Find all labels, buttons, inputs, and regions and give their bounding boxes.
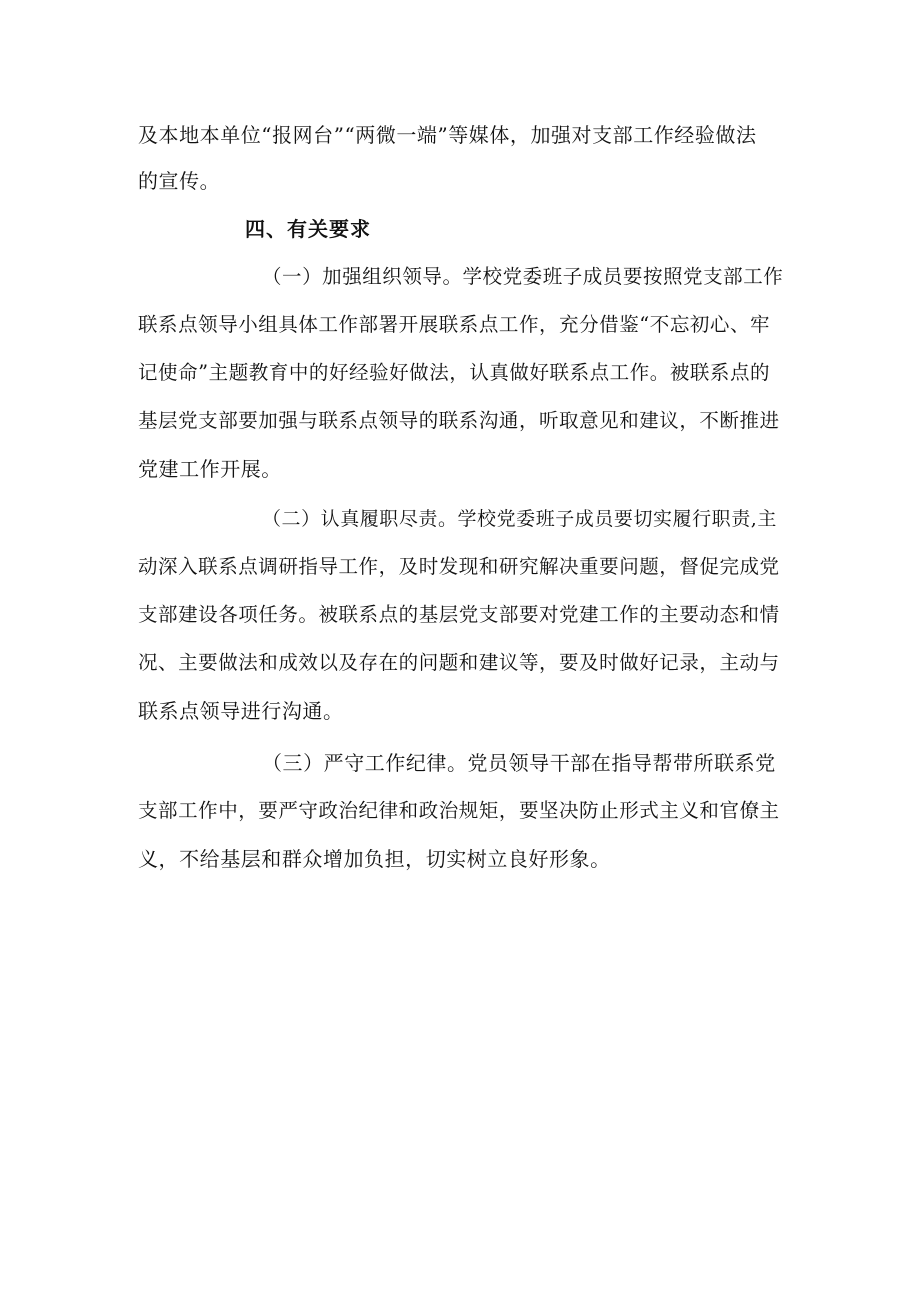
para1-line-1: （一）加强组织领导。学校党委班子成员要按照党支部工作 (262, 265, 784, 288)
para2-line-2: 动深入联系点调研指导工作，及时发现和研究解决重要问题，督促完成党 (138, 555, 780, 578)
para1-line-5: 党建工作开展。 (138, 457, 282, 481)
para1-line-4: 基层党支部要加强与联系点领导的联系沟通，听取意见和建议，不断推进 (138, 409, 780, 432)
section-heading: 四、有关要求 (245, 217, 371, 241)
para3-line-2: 支部工作中，要严守政治纪律和政治规矩，要坚决防止形式主义和官僚主 (138, 799, 780, 822)
para1-line-2: 联系点领导小组具体工作部署开展联系点工作，充分借鉴“不忘初心、牢 (138, 313, 771, 336)
para3-line-3: 义，不给基层和群众增加负担，切实树立良好形象。 (138, 847, 611, 871)
para2-line-4: 况、主要做法和成效以及存在的问题和建议等，要及时做好记录，主动与 (138, 651, 780, 674)
intro-line-1: 及本地本单位“报网台”“两微一端”等媒体，加强对支部工作经验做法 (138, 123, 757, 147)
para2-line-1: （二）认真履职尽责。学校党委班子成员要切实履行职责,主 (262, 508, 777, 530)
para1-line-3: 记使命”主题教育中的好经验好做法，认真做好联系点工作。被联系点的 (138, 361, 771, 384)
para2-line-3: 支部建设各项任务。被联系点的基层党支部要对党建工作的主要动态和情 (138, 603, 780, 626)
para3-line-1: （三）严守工作纪律。党员领导干部在指导帮带所联系党 (262, 751, 776, 775)
para2-line-5: 联系点领导进行沟通。 (138, 699, 344, 723)
intro-line-2: 的宣传。 (138, 169, 221, 193)
